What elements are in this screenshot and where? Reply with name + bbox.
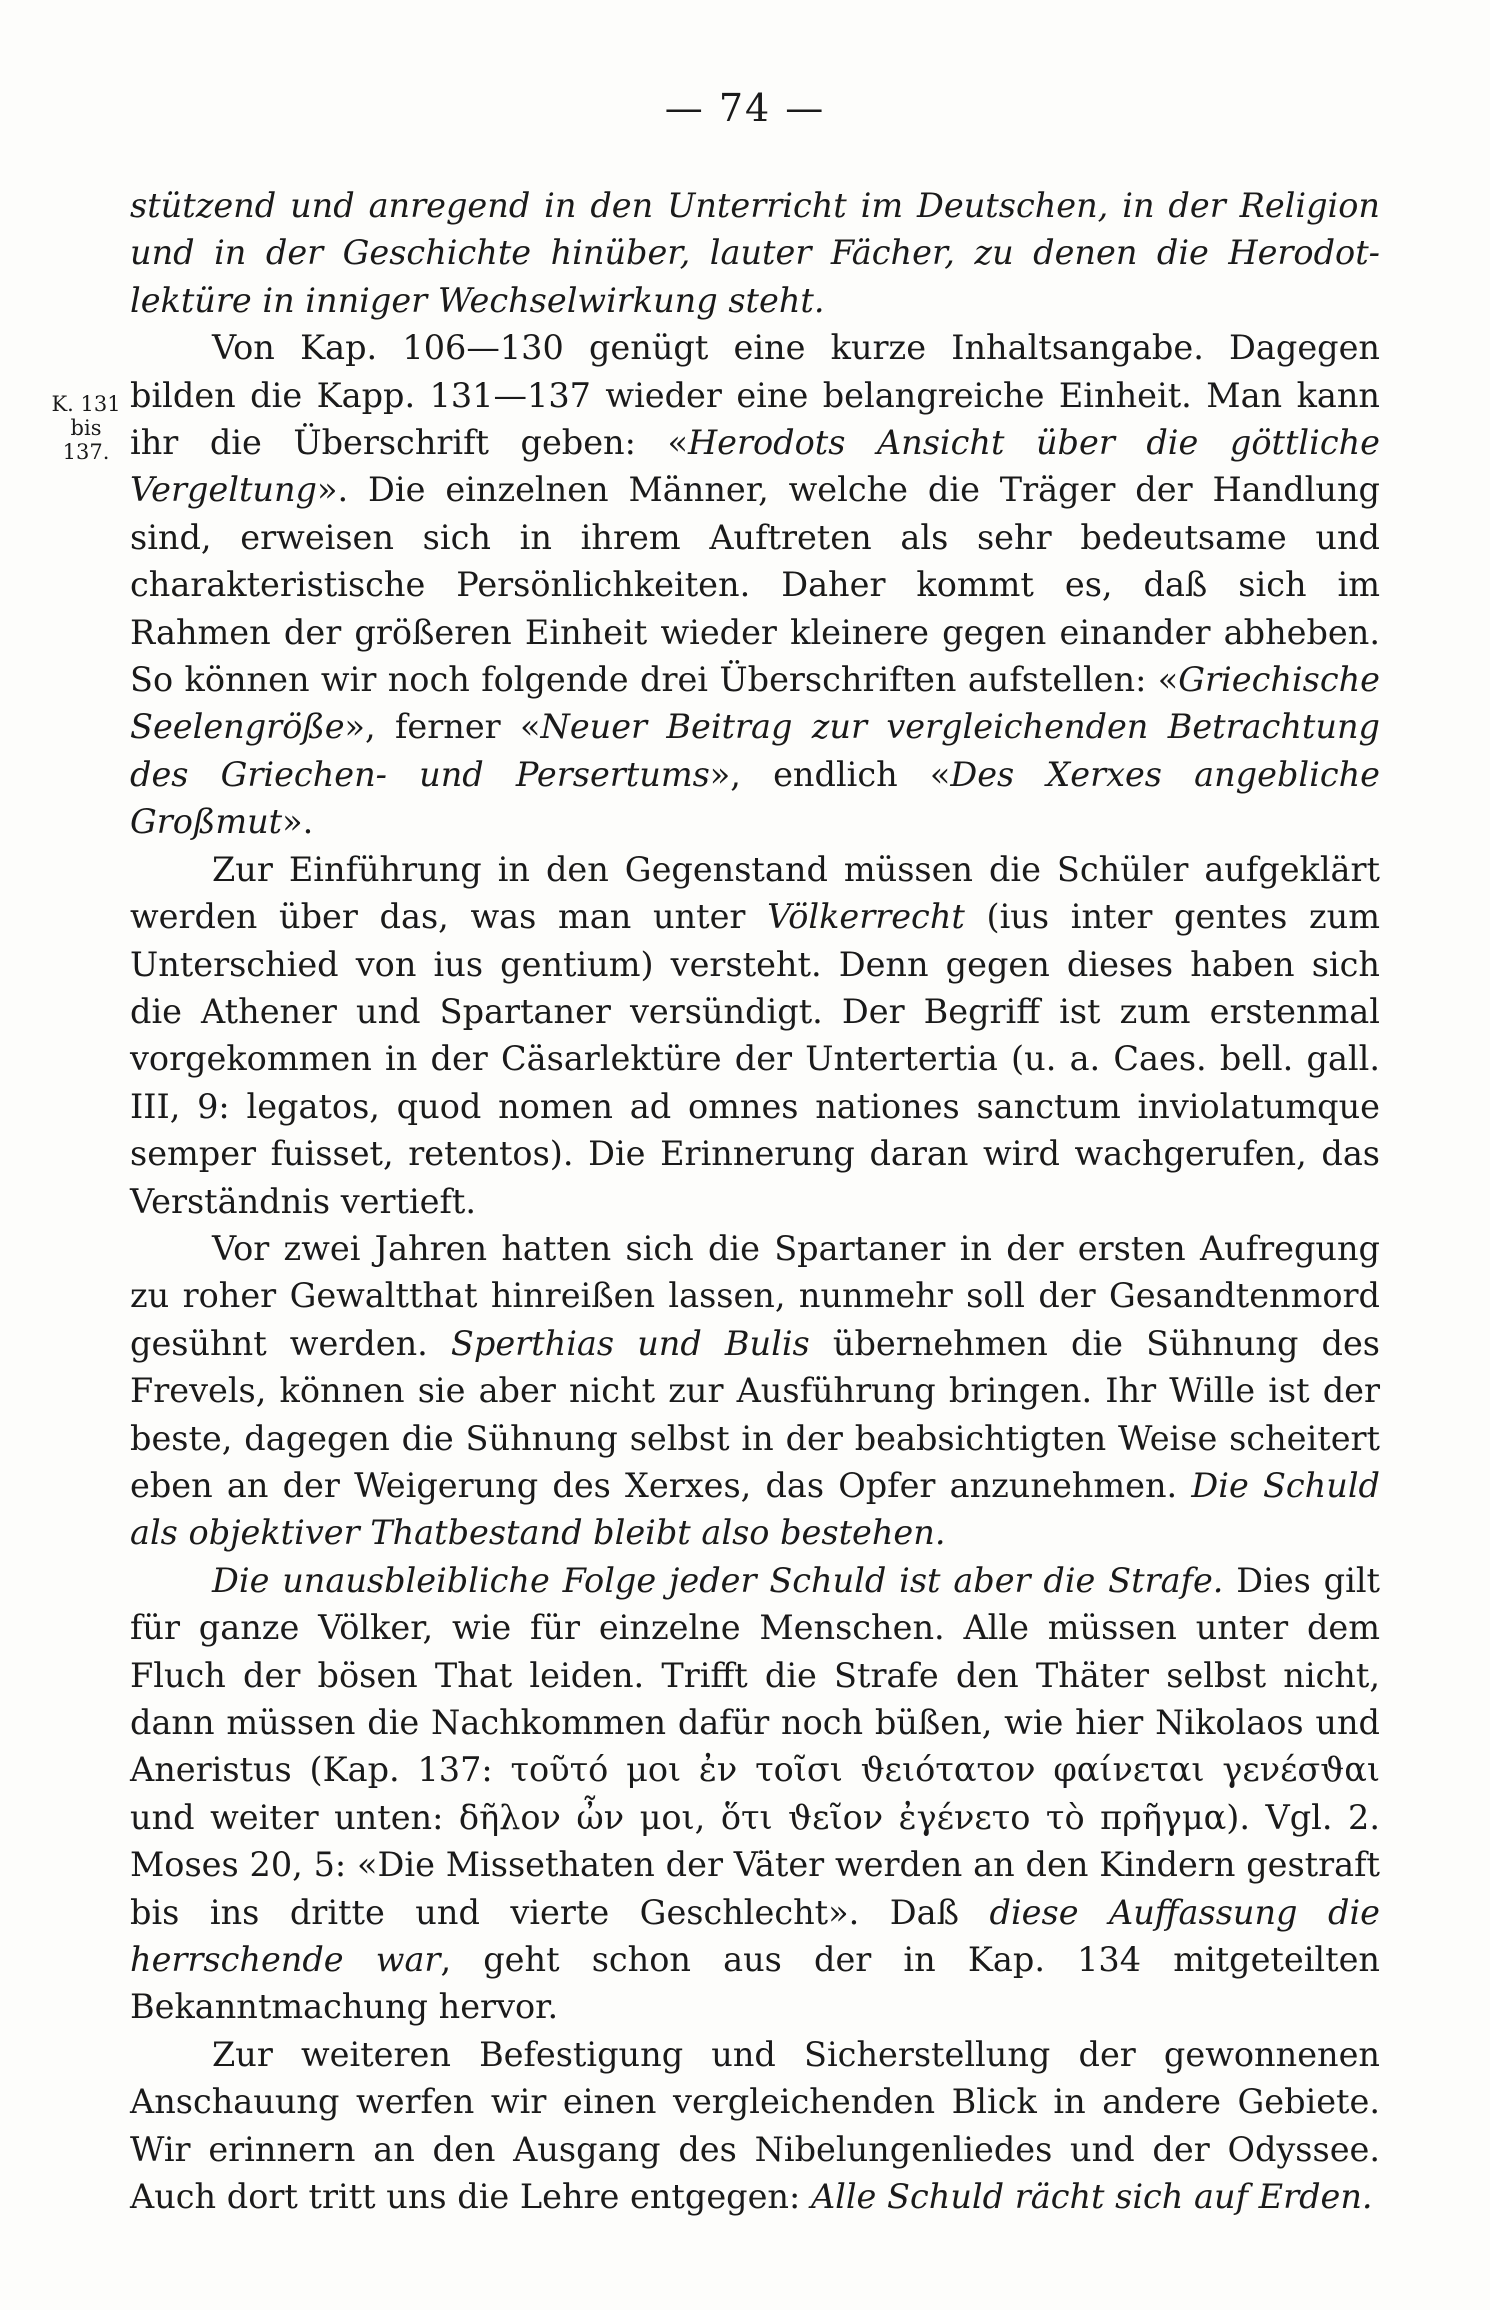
margin-note xyxy=(46,392,126,464)
italic-text: Herodots Ansicht über die göttliche Vergeltung xyxy=(130,423,1381,510)
paragraph xyxy=(130,846,1380,1225)
text-segment: », endlich « xyxy=(709,754,951,794)
italic-text: diese Auffassung die herrschende war xyxy=(130,1892,1380,1980)
margin-note-line: K. 131 xyxy=(51,392,121,416)
text-segment: , geht schon aus der in Kap. 134 mitgeteilten Bekanntmachung hervor. xyxy=(130,1940,1380,2027)
body-text xyxy=(130,182,1380,2220)
italic-text: Völkerrecht xyxy=(767,897,965,937)
margin-note-line: bis 137. xyxy=(62,416,110,464)
italic-text: Des Xerxes angebliche Großmut xyxy=(130,754,1380,842)
italic-text: Sperthias und Bulis xyxy=(450,1323,810,1363)
paragraph xyxy=(130,182,1380,324)
italic-text: Griechische Seelengröße xyxy=(130,660,1380,747)
text-segment: Dies gilt für ganze Völker, wie für einzelne Menschen. Alle müssen unter dem Fluch der bösen That leiden. Trifft die Strafe den Thäter selbst nicht, dann müssen die Nachkommen dafür noch büßen, wie hier Nikolaos und Aneristus (Kap. 137: τοῦτό μοι ἐν τοῖσι ϑειότατον φαίνεται γενέσϑαι und weiter unten: δῆλον ὦν μοι, ὅτι ϑεῖον ἐγένετο τὸ πρῆγμα). Vgl. 2. Moses 20, 5: «Die Missethaten der Väter werden an den Kindern gestraft bis ins dritte und vierte Geschlecht». Daß xyxy=(130,1560,1380,1932)
text-segment: übernehmen die Sühnung des Frevels, können sie aber nicht zur Ausführung bringen. Ihr Wille ist der beste, dagegen die Sühnung selbst in der beabsichtigten Weise scheitert eben an der Weigerung des Xerxes, das Opfer anzunehmen. xyxy=(130,1323,1380,1505)
italic-text: Die Schuld als objektiver Thatbestand bleibt also bestehen. xyxy=(130,1465,1380,1553)
paragraph xyxy=(130,2031,1380,2221)
italic-text: Die unausbleibliche Folge jeder Schuld ist aber die Strafe. xyxy=(212,1560,1224,1600)
text-segment: ». Die einzelnen Männer, welche die Träger der Handlung sind, erweisen sich in ihrem Auftreten als sehr bedeutsame und charakteristische Persönlichkeiten. Daher kommt es, daß sich im Rahmen der größeren Einheit wieder kleinere gegen einander abheben. So können wir noch folgende drei Überschriften aufstellen: « xyxy=(130,470,1380,700)
italic-text: Neuer Beitrag zur vergleichenden Betrachtung des Griechen- und Persertums xyxy=(130,707,1380,794)
text-segment: Zur Einführung in den Gegenstand müssen die Schüler aufgeklärt werden über das, was man unter xyxy=(130,849,1380,937)
text-segment: », ferner « xyxy=(344,707,541,747)
text-segment: Von Kap. 106—130 genügt eine kurze Inhaltsangabe. Dagegen bilden die Kapp. 131—137 wieder eine belangreiche Einheit. Man kann ihr die Überschrift geben: « xyxy=(130,328,1380,463)
paragraph xyxy=(130,324,1380,845)
page-number: — 74 — xyxy=(664,86,826,130)
text-segment: ». xyxy=(282,802,314,842)
text-segment: Vor zwei Jahren hatten sich die Spartaner in der ersten Aufregung zu roher Gewaltthat hinreißen lassen, nunmehr soll der Gesandtenmord gesühnt werden. xyxy=(130,1228,1380,1363)
italic-text: stützend und anregend in den Unterricht im Deutschen, in der Religion und in der Geschichte hinüber, lauter Fächer, zu denen die Herodotlektüre in inniger Wechselwirkung steht. xyxy=(130,186,1380,320)
text-segment: Zur weiteren Befestigung und Sicherstellung der gewonnenen Anschauung werfen wir einen vergleichenden Blick in andere Gebiete. Wir erinnern an den Ausgang des Nibelungenliedes und der Odyssee. Auch dort tritt uns die Lehre entgegen: xyxy=(130,2034,1380,2217)
paragraph xyxy=(130,1225,1380,1557)
italic-text: Alle Schuld rächt sich auf Erden. xyxy=(810,2177,1373,2217)
text-segment: (ius inter gentes zum Unterschied von ius gentium) versteht. Denn gegen dieses haben sich die Athener und Spartaner versündigt. Der Begriff ist zum erstenmal vorgekommen in der Cäsarlektüre der Untertertia (u. a. Caes. bell. gall. III, 9: legatos, quod nomen ad omnes nationes sanctum inviolatumque semper fuisset, retentos). Die Erinnerung daran wird wachgerufen, das Verständnis vertieft. xyxy=(130,897,1380,1221)
paragraph xyxy=(130,1557,1380,2031)
